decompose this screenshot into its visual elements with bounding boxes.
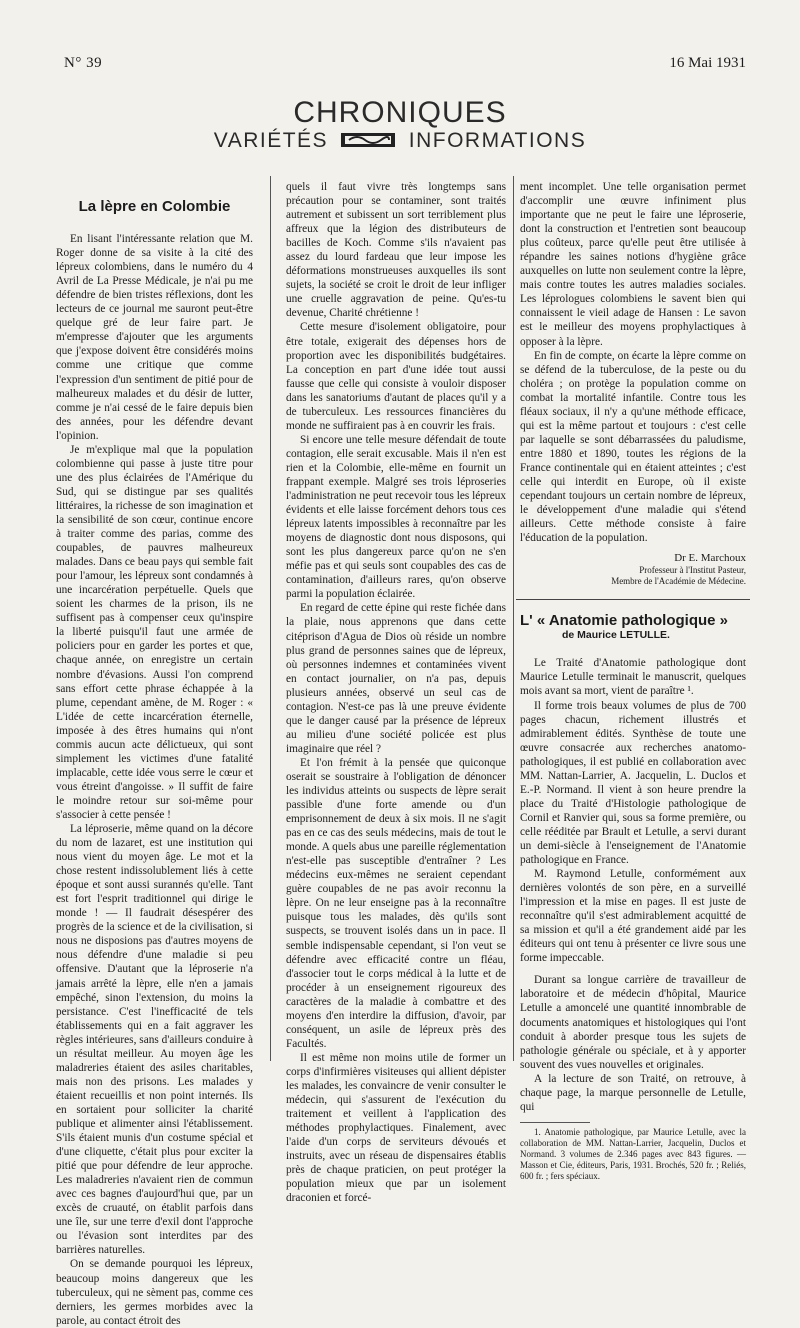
paragraph: Durant sa longue carrière de travailleur de laboratoire et de médecin d'hôpital, Maurice Letulle a amoncelé une quantité innombrable de documents anatomiques et histologiques qui l'ont conduit à aborder presque tous les sujets de pathologie générale ou spéciale, et à y apporter souvent des vues nouvelles et originales.: [520, 974, 746, 1071]
issue-number: N° 39: [64, 55, 103, 71]
paragraph: Il est même non moins utile de former un corps d'infirmières visiteuses qui allient dépister les malades, les convaincre de venir consulter le médecin, qui s'assurent de l'exécution du traitement et veillent à l'application des méthodes prophylactiques. Finalement, avec l'aide d'un corps de serviteurs dévoués et instruits, avec un réseau de dispensaires établis près de chaque praticien, on peut protéger la population mieux que par un isolement draconien et forcé-: [286, 1051, 506, 1205]
column-divider-1: [270, 176, 271, 1061]
author-role: Membre de l'Académie de Médecine.: [611, 576, 746, 587]
column-1: [56, 200, 253, 1328]
paragraph: quels il faut vivre très longtemps sans précaution pour se contaminer, sont traités autrement et subissent un sort terriblement plus affreux que la légion des distributeurs de bacilles de Koch. Comme s'ils n'avaient pas assez du lourd fardeau que leur impose les déformations monstrueuses auxquelles ils sont sujets, la société se croit le droit de leur infliger une cruelle aggravation de peine. Qu'es-tu devenue, Charité chrétienne !: [286, 181, 506, 320]
column-2: [286, 180, 506, 1205]
column-3: [520, 180, 746, 1182]
author-signature: Dr E. Marchoux: [674, 552, 746, 565]
paragraph: Cette mesure d'isolement obligatoire, pour être totale, exigerait des dépenses hors de proportion avec les disponibilités budgétaires. La conception en part d'une idée tout aussi fausse que celle qui consiste à vouloir disposer dans les sanatoriums d'autant de places qu'il y a de tuberculeux. Les ressources financières du monde ne suffiraient pas à en couvrir les frais.: [286, 321, 506, 432]
article-title: L' « Anatomie pathologique »: [520, 612, 729, 630]
paragraph: Le Traité d'Anatomie pathologique dont Maurice Letulle terminait le manuscrit, quelques mois avant sa mort, vient de paraître ¹.: [520, 657, 746, 698]
article-byline: de Maurice LETULLE.: [562, 629, 670, 642]
column-divider-2: [513, 176, 514, 1061]
subtitle-right: INFORMATIONS: [408, 129, 587, 152]
paragraph: En fin de compte, on écarte la lèpre comme on se défend de la tuberculose, de la peste ou du choléra ; on protège la population comme on combat la mortalité infantile. Contre tous les fléaux sociaux, il n'y a qu'une méthode efficace, qui est la même partout et toujours : c'est celle par laquelle se sont débarrassées du paludisme, entre 1880 et 1890, toutes les régions de la France continentale qui en étaient atteintes ; c'est celle qui interdit en Europe, où il existe cependant toujours un certain nombre de lépreux, le développement d'une maladie qui s'étend ailleurs. Cette méthode consiste à faire l'éducation de la population.: [520, 349, 746, 545]
section-title: CHRONIQUES: [293, 96, 507, 129]
paragraph: En lisant l'intéressante relation que M. Roger donne de sa visite à la cité des lépreux colombiens, dans le numéro du 4 Avril de La Presse Médicale, je n'ai pu me défendre de bien tristes réflexions, dont les lecteurs de ce journal me sauront peut-être quelque gré de leur faire part. Je m'empresse d'ajouter que les arguments que j'expose doivent être considérés moins comme une critique que comme l'expression d'un sentiment de pitié pour de malheureux malades et du désir de lutter, comme je n'ai cessé de le faire depuis bien des années, pour les défendre devant l'opinion.: [56, 233, 253, 442]
paragraph: Je m'explique mal que la population colombienne qui passe à juste titre pour une des plus éclairées de l'Amérique du Sud, qui se distingue par ses qualités littéraires, la richesse de son imagination et la sensibilité de son cœur, continue encore à traiter comme des parias, comme des coupables, de pauvres malheureux malades. Dans ce beau pays qui semble fait pour l'amour, les lépreux sont condamnés à une incarcération perpétuelle. Quels que soient les charmes de la prison, ils ne suffisent pas à compenser ceux qu'inspire la liberté puisqu'il faut une armée de policiers pour en garder les portes et que, chaque année, on enregistre un certain nombre d'évasions. Aussi l'on comprend sans effort cette phrase échappée à la plume, cependant amène, de M. Roger : « L'idée de cette incarcération éternelle, imposée à des êtres humains qui n'ont commis aucun acte délictueux, qui sont simplement les victimes d'une fatalité implacable, cette idée vous serre le cœur et vous étreint d'angoisse. » Il suffit de faire le moindre retour sur soi-même pour s'associer à cette pensée !: [56, 443, 253, 821]
paragraph: Si encore une telle mesure défendait de toute contagion, elle serait excusable. Mais il n'en est rien et la Colombie, elle-même en fournit un frappant exemple. Malgré ses trois léproseries l'administration ne peut recevoir tous les lépreux évidents et elle laisse forcément dehors tous ces lépreux latents impossibles à reconnaître par les moyens de diagnostic dont nous disposons, qui sont les plus dangereux parce qu'on ne s'en méfie pas et qui seuls sont coupables des cas de contamination, d'ailleurs rares, qu'on observe parmi la population éclairée.: [286, 433, 506, 601]
paragraph: A la lecture de son Traité, on retrouve, à chaque page, la marque personnelle de Letulle, qui: [520, 1072, 746, 1113]
paragraph: La léproserie, même quand on la décore du nom de lazaret, est une institution qui nous vient du moyen âge. Le mot et la chose restent indissolublement liés à cette époque et sont aussi surannés qu'elle. Tant est fort l'esprit traditionnel qui dirige le monde ! — Il faudrait désespérer des progrès de la science et de la civilisation, si nous ne disposions pas d'autres moyens de nous défendre d'une maladie si peu offensive. D'autant que la léproserie n'a jamais arrêté la lèpre, elle n'en a jamais empêché, sinon l'extension, du moins la persistance. C'est l'inefficacité de tels établissements qui en a fait aggraver les règles intérieures, sans d'ailleurs conduire à un résultat meilleur. Au moyen âge les maladreries étaient des asiles charitables, mais non des prisons. Les malades y étaient recueillis et non point internés. Ils en sortaient pour solliciter la charité publique et alimenter ainsi l'établissement. S'ils étaient munis d'un costume spécial et d'une cliquette, c'était plus pour exciter la pitié que pour défendre de leur approche. Les maladreries n'avaient rien de commun avec ces bagnes d'aujourd'hui que, par un excès de cruauté, on établit parfois dans une île, sur une terre d'exil dont l'approche ou l'évasion sont interdites par des barrières naturelles.: [56, 823, 253, 1257]
footnote-divider: [520, 1122, 590, 1123]
subtitle-left: VARIÉTÉS: [213, 129, 329, 152]
section-subtitle: [0, 129, 800, 153]
paragraph: Il forme trois beaux volumes de plus de 700 pages chacun, richement illustrés et admirablement édités. Synthèse de toute une œuvre consacrée aux recherches anatomo-pathologiques, il est publié en collaboration avec MM. Nattan-Larrier, A. Jacquelin, L. Duclos et E.-P. Normand. Il vient à son heure prendre la place du Traité d'Histologie pathologique de Cornil et Ranvier qui, sous sa forme première, ou celle rééditée par Brault et Letulle, a servi durant un demi-siècle à l'enseignement de l'Anatomie pathologique en France.: [520, 699, 746, 867]
paragraph: M. Raymond Letulle, conformément aux dernières volontés de son père, en a surveillé l'impression et la mise en pages. Il est juste de reconnaître qu'il s'est admirablement acquitté de sa mission et qu'il a été grandement aidé par les éditeurs qui ont tenu à présenter ce livre sous une forme impeccable.: [520, 868, 746, 965]
article-divider: [516, 599, 750, 600]
paragraph: On se demande pourquoi les lépreux, beaucoup moins dangereux que les tuberculeux, qui ne sèment pas, comme ces derniers, les germes morbides avec la parole, au contact étroit des: [56, 1258, 253, 1327]
paragraph: Et l'on frémit à la pensée que quiconque oserait se soustraire à l'obligation de dénoncer les individus atteints ou suspects de lèpre serait passible d'une forte amende ou d'un emprisonnement de deux à six mois. Il ne s'agit pas en ce cas des seuls médecins, mais de tout le monde. A quels abus une pareille réglementation n'est-elle pas susceptible d'entraîner ? Les médecins eux-mêmes ne seraient cependant guère coupables de ne pas avoir reconnu la lèpre. On ne leur enseigne pas à la reconnaître puisque tous les malades, dès qu'ils sont suspects, se trouvent isolés dans un in pace. Il semble indispensable cependant, si l'on veut se défendre avec efficacité contre un fléau, d'associer tout le corps médical à la lutte et de procéder à un enseignement rigoureux des caractères de la maladie à combattre et des moyens d'en interdire la diffusion, d'avoir, par conséquent, un asile de lépreux près des Facultés.: [286, 756, 506, 1050]
footnote: 1. Anatomie pathologique, par Maurice Letulle, avec la collaboration de MM. Nattan-Larrier, Jacquelin, Duclos et Normand. 3 volumes de 2.346 pages avec 843 figures. — Masson et Cie, éditeurs, Paris, 1931. Brochés, 520 fr. ; Reliés, 600 fr. ; fers spéciaux.: [520, 1126, 746, 1181]
author-role: Professeur à l'Institut Pasteur,: [639, 565, 746, 576]
paragraph: ment incomplet. Une telle organisation permet d'accomplir une œuvre infiniment plus importante que ne peut le faire une léproserie, dont la construction et l'entretien sont beaucoup plus coûteux, parce qu'elle peut être utilisée à répandre les saines notions d'hygiène grâce auxquelles on lutte non seulement contre la lèpre, mais contre toutes les autres maladies sociales. Les léprologues colombiens le savent bien qui connaissent le vieil adage de Hansen : Le savon est le meilleur des moyens prophylactiques à opposer à la lèpre.: [520, 181, 746, 348]
paragraph: En regard de cette épine qui reste fichée dans la plaie, nous apprenons que dans cette citéprison d'Agua de Dios où réside un nombre plus grand de personnes saines que de lépreux, où personnes indemnes et contaminées vivent en contact journalier, on n'a pas, depuis plusieurs années, observé un seul cas de contagion. N'est-ce pas là une preuve évidente que le danger causé par la présence de lépreux au milieu d'une société policée est plus imaginaire que réel ?: [286, 602, 506, 755]
article-title: La lèpre en Colombie: [78, 198, 231, 215]
issue-date: 16 Mai 1931: [669, 55, 746, 71]
ornament-icon: [339, 130, 397, 150]
